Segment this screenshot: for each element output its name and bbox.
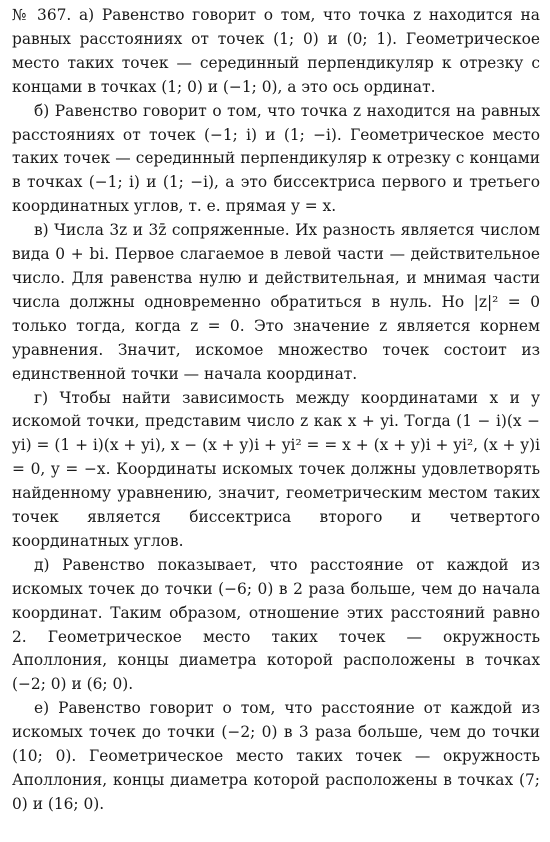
part-a-text: а) Равенство говорит о том, что точка z находится на равных расстояниях от точек (1; 0) и (0; 1). Геометрическое место таких точек — серединный перпендикуляр к отрезку с концами в точках (1; 0) и (−1; 0), а это ось ординат. — [12, 6, 540, 96]
part-g: г) Чтобы найти зависимость между координатами x и y искомой точки, представим число z как x + yi. Тогда (1 − i)(x − yi) = (1 + i)(x + yi), x − (x + y)i + yi² = = x + (x + y)i + yi², (x + y)i = 0, y = −x. Координаты искомых точек должны удовлетворять найденному уравнению, значит, геометрическим местом таких точек является биссектриса второго и четвертого координатных углов. — [12, 388, 540, 550]
solution-text — [12, 4, 540, 817]
part-e: е) Равенство говорит о том, что расстояние от каждой из искомых точек до точки (−2; 0) в 3 раза больше, чем до точки (10; 0). Геометрическое место таких точек — окружность Аполлония, концы диаметра которой расположены в точках (7; 0) и (16; 0). — [12, 699, 540, 813]
problem-number: № 367. — [12, 6, 72, 24]
part-v: в) Числа 3z и 3z̄ сопряженные. Их разность является числом вида 0 + bi. Первое слагаемое в левой части — действительное число. Для равенства нулю и действительная, и мнимая части числа должны одновременно обратиться в нуль. Но |z|² = 0 только тогда, когда z = 0. Это значение z является корнем уравнения. Значит, искомое множество точек состоит из единственной точки — начала координат. — [12, 221, 540, 383]
part-a — [12, 4, 540, 100]
part-b: б) Равенство говорит о том, что точка z находится на равных расстояниях от точек (−1; i) и (1; −i). Геометрическое место таких точек — серединный перпендикуляр к отрезку с концами в точках (−1; i) и (1; −i), а это биссектриса первого и третьего координатных углов, т. е. прямая y = x. — [12, 101, 540, 216]
part-d: д) Равенство показывает, что расстояние от каждой из искомых точек до точки (−6; 0) в 2 раза больше, чем до начала координат. Таким образом, отношение этих расстояний равно 2. Геометрическое место таких точек — окружность Аполлония, концы диаметра которой расположены в точках (−2; 0) и (6; 0). — [12, 555, 540, 694]
